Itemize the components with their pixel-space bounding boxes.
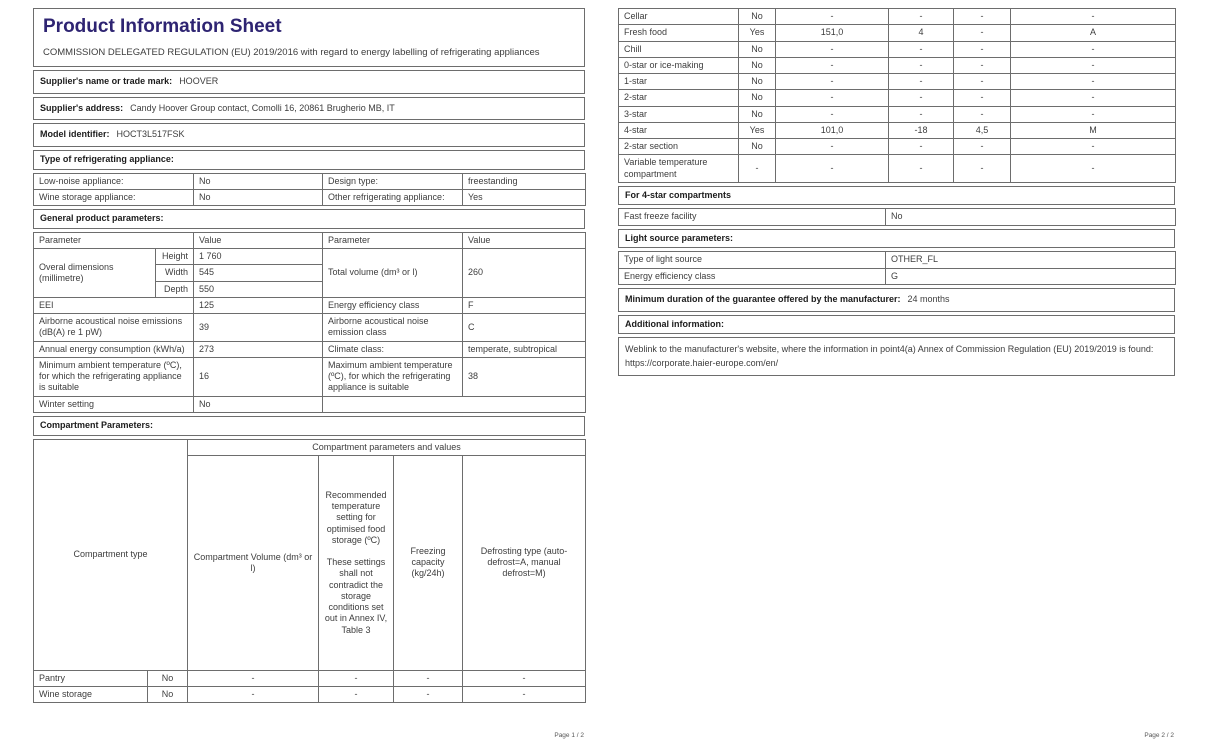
param-cell: EEI — [34, 297, 194, 313]
param-cell: Annual energy consumption (kWh/a) — [34, 341, 194, 357]
compartment-type-header: Compartment type — [34, 439, 188, 670]
compartment-temp: - — [889, 90, 954, 106]
regulation-text: COMMISSION DELEGATED REGULATION (EU) 2019/2016 with regard to energy labelling of refrigerating appliances — [43, 46, 540, 58]
compartment-name: 2-star section — [619, 139, 739, 155]
compartment-present: No — [739, 74, 776, 90]
page-2 — [618, 8, 1175, 739]
col-header-parameter: Parameter — [323, 232, 463, 248]
dimension-key: Width — [156, 265, 194, 281]
compartment-name: Fresh food — [619, 25, 739, 41]
compartment-defrost: - — [463, 687, 586, 703]
compartment-defrost: - — [1011, 139, 1176, 155]
value-cell: C — [463, 314, 586, 342]
total-volume-label: Total volume (dm³ or l) — [323, 249, 463, 298]
supplier-name-row — [33, 70, 585, 94]
guarantee-value: 24 months — [907, 293, 950, 304]
compartment-volume: - — [188, 670, 319, 686]
compartment-row — [34, 687, 586, 703]
compartment-volume: - — [776, 9, 889, 25]
table-row — [34, 249, 586, 265]
compartment-table-page1 — [33, 439, 586, 704]
compartment-table-page2 — [618, 8, 1176, 183]
temperature-header-main: Recommended temperature setting for optimised food storage (ºC) — [325, 489, 387, 545]
other-appliance-label: Other refrigerating appliance: — [323, 189, 463, 205]
compartment-row — [619, 155, 1176, 183]
compartment-freezing: - — [954, 90, 1011, 106]
light-class-label: Energy efficiency class — [619, 268, 886, 284]
compartment-freezing: - — [954, 9, 1011, 25]
table-row — [34, 314, 586, 342]
compartment-row — [619, 57, 1176, 73]
compartment-name: 0-star or ice-making — [619, 57, 739, 73]
dimension-key: Depth — [156, 281, 194, 297]
compartment-present: No — [739, 41, 776, 57]
design-type-value: freestanding — [463, 173, 586, 189]
compartment-present: No — [739, 106, 776, 122]
value-cell: temperate, subtropical — [463, 341, 586, 357]
compartment-name: Wine storage — [34, 687, 148, 703]
compartment-row — [619, 139, 1176, 155]
compartment-volume: - — [776, 139, 889, 155]
table-row — [34, 396, 586, 412]
total-volume-value: 260 — [463, 249, 586, 298]
compartment-present: Yes — [739, 25, 776, 41]
value-cell: 39 — [194, 314, 323, 342]
compartment-row — [619, 41, 1176, 57]
model-identifier-label: Model identifier: — [40, 129, 110, 140]
compartment-present: No — [148, 670, 188, 686]
section-header-compartment: Compartment Parameters: — [33, 416, 585, 436]
compartment-name: 1-star — [619, 74, 739, 90]
compartment-freezing: - — [954, 139, 1011, 155]
value-cell: 16 — [194, 357, 323, 396]
compartment-freezing: 4,5 — [954, 122, 1011, 138]
section-header-additional: Additional information: — [618, 315, 1175, 335]
compartment-freezing: - — [954, 25, 1011, 41]
compartment-defrost: - — [1011, 106, 1176, 122]
winter-setting-value: No — [194, 396, 323, 412]
compartment-defrost: - — [1011, 90, 1176, 106]
compartment-volume: - — [776, 90, 889, 106]
compartment-volume: 151,0 — [776, 25, 889, 41]
table-row — [34, 297, 586, 313]
col-header-value: Value — [194, 232, 323, 248]
winter-setting-label: Winter setting — [34, 396, 194, 412]
table-header-row — [34, 232, 586, 248]
guarantee-label: Minimum duration of the guarantee offered by the manufacturer: — [625, 293, 901, 304]
model-identifier-value: HOCT3L517FSK — [116, 129, 185, 140]
document-title: Product Information Sheet — [43, 16, 282, 37]
compartment-temp: - — [889, 74, 954, 90]
compartment-volume: - — [188, 687, 319, 703]
param-cell: Maximum ambient temperature (ºC), for which the refrigerating appliance is suitable — [323, 357, 463, 396]
param-cell: Airborne acoustical noise emissions (dB(A) re 1 pW) — [34, 314, 194, 342]
compartment-present: No — [739, 57, 776, 73]
page-footer-1: Page 1 / 2 — [554, 732, 584, 739]
guarantee-row — [618, 288, 1175, 312]
compartment-freezing: - — [954, 74, 1011, 90]
compartment-present: No — [739, 90, 776, 106]
fast-freeze-table — [618, 208, 1176, 225]
value-cell: 38 — [463, 357, 586, 396]
low-noise-value: No — [194, 173, 323, 189]
low-noise-label: Low-noise appliance: — [34, 173, 194, 189]
compartment-volume: 101,0 — [776, 122, 889, 138]
compartment-name: Chill — [619, 41, 739, 57]
compartment-freezing: - — [954, 155, 1011, 183]
compartment-temp: - — [889, 106, 954, 122]
dimension-key: Height — [156, 249, 194, 265]
compartment-present: No — [739, 139, 776, 155]
general-parameters-table — [33, 232, 586, 413]
compartment-row — [34, 670, 586, 686]
compartment-temp: 4 — [889, 25, 954, 41]
value-cell: F — [463, 297, 586, 313]
supplier-name-label: Supplier's name or trade mark: — [40, 75, 173, 86]
weblink-paragraph — [618, 337, 1175, 376]
compartment-freezing: - — [954, 57, 1011, 73]
defrost-header: Defrosting type (auto-defrost=A, manual defrost=M) — [463, 455, 586, 670]
supplier-address-row — [33, 97, 585, 121]
light-type-value: OTHER_FL — [886, 252, 1176, 268]
compartment-temp: - — [889, 139, 954, 155]
temperature-header — [319, 455, 394, 670]
dimension-value: 550 — [194, 281, 323, 297]
compartment-freezing: - — [954, 106, 1011, 122]
compartment-temp: - — [319, 670, 394, 686]
compartment-temp: - — [889, 9, 954, 25]
volume-header: Compartment Volume (dm³ or l) — [188, 455, 319, 670]
param-cell: Minimum ambient temperature (ºC), for which the refrigerating appliance is suitable — [34, 357, 194, 396]
value-cell: 273 — [194, 341, 323, 357]
supplier-address-label: Supplier's address: — [40, 102, 124, 113]
col-header-value: Value — [463, 232, 586, 248]
light-source-table — [618, 251, 1176, 285]
compartment-defrost: A — [1011, 25, 1176, 41]
compartment-name: Pantry — [34, 670, 148, 686]
light-type-label: Type of light source — [619, 252, 886, 268]
compartment-row — [619, 25, 1176, 41]
value-cell: 125 — [194, 297, 323, 313]
section-header-type: Type of refrigerating appliance: — [33, 150, 585, 170]
design-type-label: Design type: — [323, 173, 463, 189]
temperature-header-note: These settings shall not contradict the storage conditions set out in Annex IV, Table 3 — [324, 557, 388, 635]
section-header-light: Light source parameters: — [618, 229, 1175, 249]
table-row — [34, 341, 586, 357]
compartment-present: Yes — [739, 122, 776, 138]
compartment-name: 3-star — [619, 106, 739, 122]
table-row — [34, 173, 586, 189]
other-appliance-value: Yes — [463, 189, 586, 205]
compartment-volume: - — [776, 155, 889, 183]
compartment-volume: - — [776, 106, 889, 122]
compartment-defrost: - — [1011, 57, 1176, 73]
compartment-volume: - — [776, 74, 889, 90]
compartment-name: Cellar — [619, 9, 739, 25]
compartment-row — [619, 122, 1176, 138]
table-row — [34, 357, 586, 396]
freezing-header: Freezing capacity (kg/24h) — [394, 455, 463, 670]
table-row — [619, 268, 1176, 284]
compartment-temp: - — [889, 41, 954, 57]
compartment-defrost: - — [1011, 155, 1176, 183]
param-cell: Energy efficiency class — [323, 297, 463, 313]
supplier-address-value: Candy Hoover Group contact, Comolli 16, 20861 Brugherio MB, IT — [130, 102, 395, 113]
compartment-row — [619, 9, 1176, 25]
compartment-defrost: - — [1011, 41, 1176, 57]
compartment-defrost: M — [1011, 122, 1176, 138]
table-header-row — [34, 439, 586, 455]
compartment-name: 4-star — [619, 122, 739, 138]
compartment-freezing: - — [954, 41, 1011, 57]
compartment-row — [619, 74, 1176, 90]
param-cell: Airborne acoustical noise emission class — [323, 314, 463, 342]
page-1 — [33, 8, 585, 739]
group-header: Compartment parameters and values — [188, 439, 586, 455]
compartment-freezing: - — [394, 687, 463, 703]
compartment-present: No — [739, 9, 776, 25]
section-header-general: General product parameters: — [33, 209, 585, 229]
compartment-defrost: - — [1011, 74, 1176, 90]
compartment-present: - — [739, 155, 776, 183]
wine-storage-value: No — [194, 189, 323, 205]
compartment-row — [619, 106, 1176, 122]
compartment-name: Variable temperature compartment — [619, 155, 739, 183]
section-header-four-star: For 4-star compartments — [618, 186, 1175, 206]
fast-freeze-value: No — [886, 209, 1176, 225]
dimension-value: 545 — [194, 265, 323, 281]
supplier-name-value: HOOVER — [179, 75, 219, 86]
dimensions-label: Overal dimensions (millimetre) — [34, 249, 156, 298]
compartment-temp: -18 — [889, 122, 954, 138]
fast-freeze-label: Fast freeze facility — [619, 209, 886, 225]
compartment-volume: - — [776, 57, 889, 73]
page-footer-2: Page 2 / 2 — [1144, 732, 1174, 739]
compartment-present: No — [148, 687, 188, 703]
compartment-defrost: - — [1011, 9, 1176, 25]
col-header-parameter: Parameter — [34, 232, 194, 248]
compartment-defrost: - — [463, 670, 586, 686]
compartment-freezing: - — [394, 670, 463, 686]
type-appliance-table — [33, 173, 586, 207]
compartment-temp: - — [889, 155, 954, 183]
model-identifier-row — [33, 123, 585, 147]
table-row — [619, 252, 1176, 268]
dimension-value: 1 760 — [194, 249, 323, 265]
weblink-url[interactable]: https://corporate.haier-europe.com/en/ — [625, 357, 779, 368]
table-row — [619, 209, 1176, 225]
compartment-row — [619, 90, 1176, 106]
weblink-text: Weblink to the manufacturer's website, where the information in point4(a) Annex of Commission Regulation (EU) 2019/2019 is found: — [625, 344, 1154, 355]
empty-cell — [323, 396, 586, 412]
compartment-temp: - — [319, 687, 394, 703]
wine-storage-label: Wine storage appliance: — [34, 189, 194, 205]
compartment-volume: - — [776, 41, 889, 57]
title-section — [33, 8, 585, 67]
table-row — [34, 189, 586, 205]
light-class-value: G — [886, 268, 1176, 284]
compartment-temp: - — [889, 57, 954, 73]
param-cell: Climate class: — [323, 341, 463, 357]
compartment-name: 2-star — [619, 90, 739, 106]
